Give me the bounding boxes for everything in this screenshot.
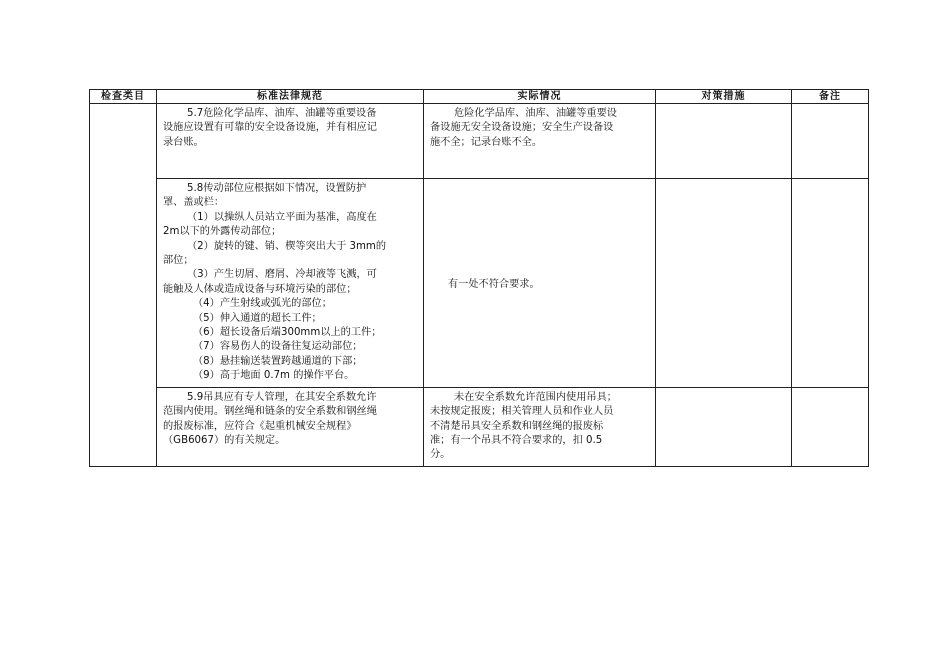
header-category: 检查类目 (90, 90, 157, 104)
actual-cell (424, 179, 656, 388)
actual-line: 准；有一个吊具不符合要求的，扣 0.5 (430, 434, 603, 446)
measures-cell (656, 104, 792, 179)
actual-cell (424, 387, 656, 466)
standard-line: （6）超长设备后端300mm以上的工件； (193, 327, 382, 339)
standard-cell (157, 104, 424, 179)
standard-line: 2m以下的外露传动部位； (163, 226, 282, 238)
standard-line: 5.8传动部位应根据如下情况，设置防护 (187, 183, 367, 194)
standard-cell (157, 387, 424, 466)
standard-cell (157, 179, 424, 388)
standard-line: 罩、盖或栏： (163, 197, 225, 209)
measures-cell (656, 387, 792, 466)
remarks-cell (792, 179, 869, 388)
standard-line: 部位； (163, 255, 194, 267)
actual-line: 不清楚吊具安全系数和钢丝绳的报废标 (430, 420, 604, 432)
header-actual: 实际情况 (424, 90, 656, 104)
actual-line: 未在安全系数允许范围内使用吊具； (454, 391, 617, 403)
standard-line: 5.7危险化学品库、油库、油罐等重要设备 (187, 108, 377, 119)
standard-line: （5）伸入通道的超长工件； (193, 312, 322, 324)
remarks-cell (792, 104, 869, 179)
standard-line: （8）悬挂输送装置跨越通道的下部； (193, 355, 363, 367)
standard-line: （4）产生射线或弧光的部位； (193, 298, 332, 310)
standard-line: 范围内使用。钢丝绳和链条的安全系数和钢丝绳 (163, 406, 377, 418)
table-row (90, 179, 869, 388)
standard-line: （1）以操纵人员站立平面为基准，高度在 (187, 211, 377, 223)
standard-line: 5.9吊具应有专人管理，在其安全系数允许 (187, 391, 377, 403)
standard-line: （3）产生切屑、磨屑、冷却液等飞溅，可 (187, 269, 377, 281)
header-measures: 对策措施 (656, 90, 792, 104)
header-standard: 标准法律规范 (157, 90, 424, 104)
standard-line: （GB6067）的有关规定。 (163, 434, 286, 446)
measures-cell (656, 179, 792, 388)
standard-line: 的报废标准，应符合《起重机械安全规程》 (163, 420, 357, 432)
table-header-row (90, 90, 869, 104)
actual-line: 施不全；记录台账不全。 (430, 136, 543, 148)
actual-cell (424, 104, 656, 179)
standard-line: 能触及人体或造成设备与环境污染的部位； (163, 283, 357, 295)
standard-line: 录台账。 (163, 136, 204, 148)
actual-line: 备设施无安全设备设施；安全生产设备设 (430, 122, 614, 134)
standard-line: 设施应设置有可靠的安全设备设施，并有相应记 (163, 122, 377, 134)
standard-line: （9）高于地面 0.7m 的操作平台。 (193, 370, 355, 382)
category-cell (90, 104, 157, 467)
remarks-cell (792, 387, 869, 466)
inspection-table (89, 89, 869, 467)
header-remarks: 备注 (792, 90, 869, 104)
actual-line: 有一处不符合要求。 (448, 279, 540, 291)
actual-line: 危险化学品库、油库、油罐等重要设 (454, 108, 617, 119)
actual-line: 未按规定报废；相关管理人员和作业人员 (430, 406, 614, 418)
standard-line: （7）容易伤人的设备往复运动部位； (193, 341, 363, 353)
table-row (90, 387, 869, 466)
table-row (90, 104, 869, 179)
standard-line: （2）旋转的键、销、楔等突出大于 3mm的 (187, 240, 387, 252)
actual-line: 分。 (430, 449, 451, 461)
